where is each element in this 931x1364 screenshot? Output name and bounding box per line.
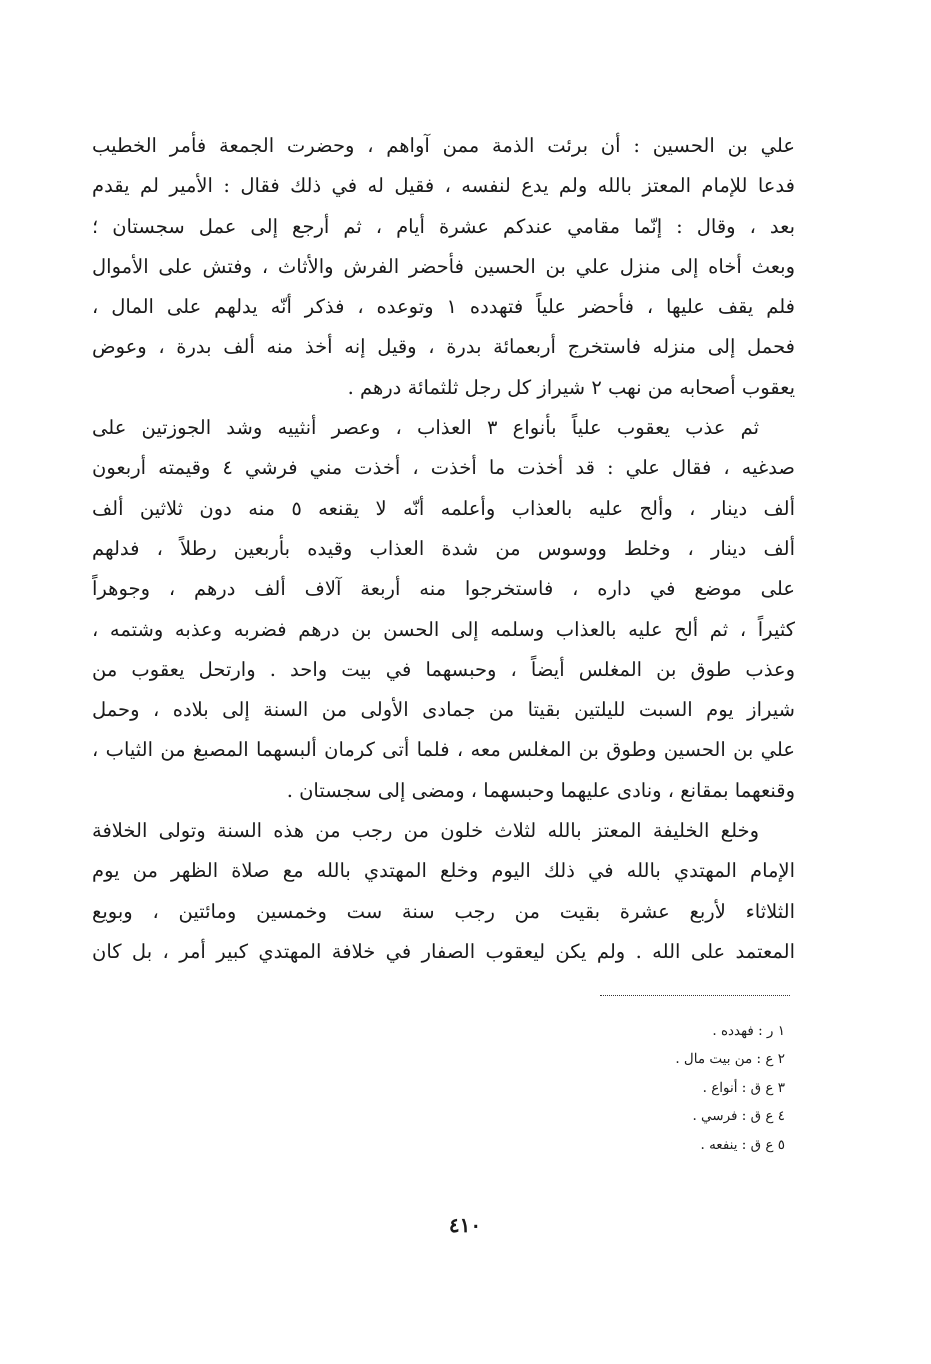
- footnote-separator: [600, 995, 790, 996]
- text-line-16: علي بن الحسين وطوق بن المغلس معه ، فلما أتى كرمان ألبسهما المصبغ من الثياب ،: [92, 738, 795, 762]
- text-line-21: المعتمد على الله . ولم يكن ليعقوب الصفار في خلافة المهتدي كبير أمر ، بل كان: [92, 939, 795, 963]
- footnote-5: ٥ ع ق : ينفعه .: [700, 1136, 785, 1153]
- text-line-6: فحمل إلى منزله فاستخرج أربعمائة بدرة ، وقيل إنه أخذ منه ألف بدرة ، وعوض: [92, 335, 795, 359]
- text-line-5: فلم يقف عليها ، فأحضر علياً فتهدده ١ وتوعده ، فذكر أنّه يدلهم على المال ،: [92, 295, 795, 319]
- text-line-14: وعذب طوق بن المغلس أيضاً ، وحبسهما في بيت واحد . وارتحل يعقوب من: [92, 657, 795, 681]
- text-line-9: صدغيه ، فقال علي : قد أخذت ما أخذت ، أخذت مني فرشي ٤ وقيمته أربعون: [92, 456, 795, 480]
- text-line-19: الإمام المهتدي بالله في ذلك اليوم وخلع المهتدي بالله مع صلاة الظهر من يوم: [92, 859, 795, 883]
- text-line-4: وبعث أخاه إلى منزل علي بن الحسين فأحضر الفرش والأثاث ، وفتش على الأموال: [92, 254, 795, 278]
- page-number: ٤١٠: [448, 1213, 482, 1237]
- footnote-2: ٢ ع : من بيت مال .: [675, 1051, 785, 1068]
- footnote-3: ٣ ع ق : أنواع .: [702, 1079, 785, 1096]
- text-line-13: كثيراً ، ثم ألح عليه بالعذاب وسلمه إلى الحسن بن درهم فضربه وعذبه وشتمه ،: [92, 617, 795, 641]
- footnote-1: ١ ر : فهدده .: [712, 1023, 785, 1039]
- text-line-8: ثم عذب يعقوب علياً بأنواع ٣ العذاب ، وعصر أنثييه وشد الجوزتين على: [92, 416, 759, 440]
- text-line-1: علي بن الحسين : أن برئت الذمة ممن آواهم ، وحضرت الجمعة فأمر الخطيب: [92, 134, 795, 157]
- text-line-10: ألف دينار ، وألح عليه بالعذاب وأعلمه أنّه لا يقنعه ٥ منه دون ثلاثين ألف: [92, 496, 795, 520]
- text-line-18: وخلع الخليفة المعتز بالله لثلاث خلون من رجب من هذه السنة وتولى الخلافة: [92, 819, 759, 843]
- text-line-15: شيراز يوم السبت لليلتين بقيتا من جمادى الأولى من السنة إلى بلاده ، وحمل: [92, 698, 795, 722]
- text-line-3: بعد ، وقال : إنّما مقامي عندكم عشرة أيام ، ثم أرجع إلى عمل سجستان ؛: [92, 214, 795, 238]
- text-line-20: الثلاثاء لأربع عشرة بقيت من رجب سنة ست وخمسين ومائتين ، وبويع: [92, 899, 795, 923]
- text-line-7: يعقوب أصحابه من نهب ٢ شيراز كل رجل ثلثمائة درهم .: [347, 375, 795, 399]
- footnotes: [560, 1017, 785, 1159]
- text-line-11: ألف دينار ، وخلط ووسوس من شدة العذاب وقيده بأربعين رطلاً ، فدلهم: [92, 536, 795, 560]
- main-text: [92, 126, 795, 972]
- text-line-12: على موضع في داره ، فاستخرجوا منه أربعة آلاف ألف درهم ، وجوهراً: [92, 577, 795, 601]
- text-line-2: فدعا للإمام المعتز بالله ولم يدع لنفسه ، فقيل له في ذلك فقال : الأمير لم يقدم: [92, 174, 795, 198]
- footnote-4: ٤ ع ق : فرسي .: [692, 1108, 785, 1125]
- text-line-17: وقنعهما بمقانع ، ونادى عليهما وحبسهما ، ومضى إلى سجستان .: [286, 778, 795, 802]
